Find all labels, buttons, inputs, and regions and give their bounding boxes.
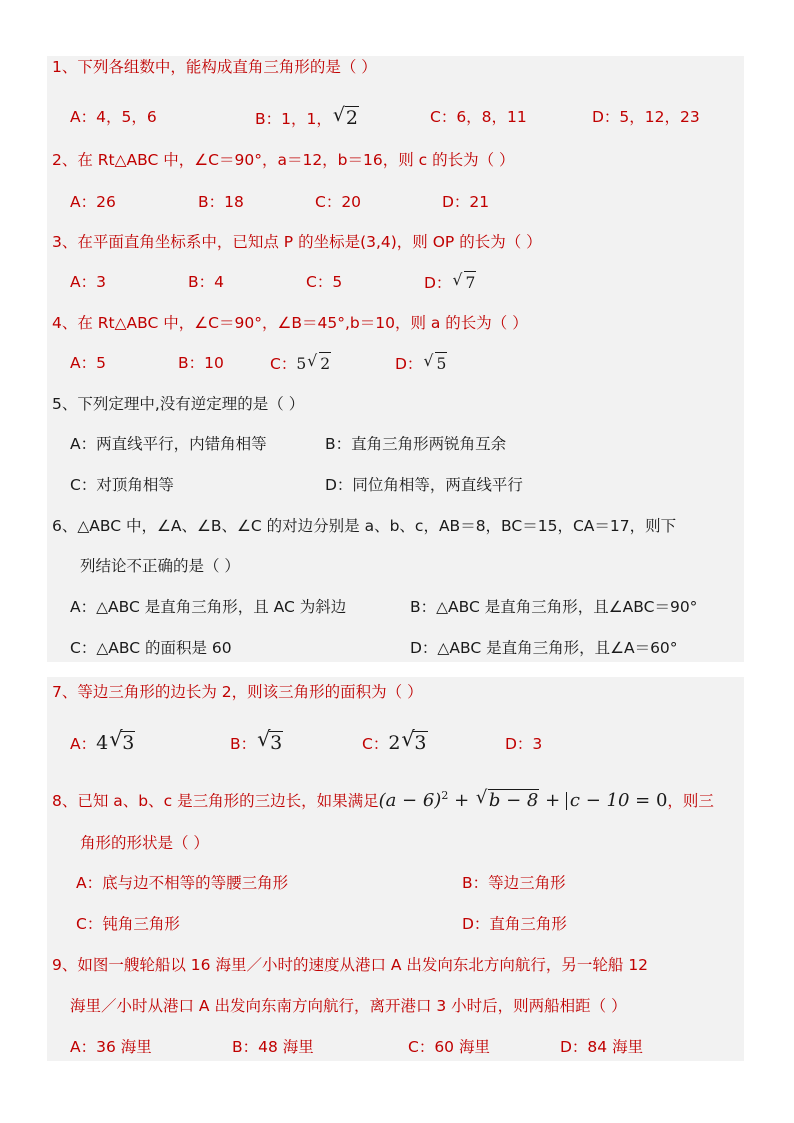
q7-option-c-radicand: 3 <box>414 732 427 754</box>
q8-stem-line-1 <box>52 785 714 812</box>
q9-stem-line-1: 9、如图一艘轮船以 16 海里／小时的速度从港口 A 出发向东北方向航行，另一轮船 12 <box>52 956 649 974</box>
q4-option-b: B：10 <box>178 354 224 372</box>
sqrt-symbol <box>334 106 359 129</box>
sqrt-symbol <box>308 352 331 375</box>
q3-option-d-prefix: D： <box>424 274 452 292</box>
q6-option-a: A：△ABC 是直角三角形，且 AC 为斜边 <box>70 598 347 616</box>
q7-stem: 7、等边三角形的边长为 2，则该三角形的面积为（ ） <box>52 683 423 701</box>
q7-option-a-prefix: A： <box>70 735 97 753</box>
q7-option-a <box>70 731 135 755</box>
q9-option-d: D：84 海里 <box>560 1038 644 1056</box>
q8-option-b: B：等边三角形 <box>462 874 566 892</box>
q8-stem-line-2: 角形的形状是（ ） <box>80 834 209 852</box>
q1-stem: 1、下列各组数中，能构成直角三角形的是（ ） <box>52 58 377 76</box>
q5-stem: 5、下列定理中,没有逆定理的是（ ） <box>52 395 305 413</box>
q7-option-c-coefficient: 2 <box>388 732 401 754</box>
q8-option-c: C：钝角三角形 <box>76 915 180 933</box>
q9-stem-line-2: 海里／小时从港口 A 出发向东南方向航行，离开港口 3 小时后，则两船相距（ ） <box>70 997 627 1015</box>
q4-option-d <box>395 352 447 375</box>
q9-option-a: A：36 海里 <box>70 1038 152 1056</box>
q4-option-c <box>270 352 331 375</box>
q3-stem: 3、在平面直角坐标系中，已知点 P 的坐标是(3,4)，则 OP 的长为（ ） <box>52 233 542 251</box>
q8-expr-plus-2: + <box>539 790 566 811</box>
q2-option-a: A：26 <box>70 193 116 211</box>
q4-option-a: A：5 <box>70 354 106 372</box>
q7-option-c-prefix: C： <box>362 735 389 753</box>
q1-option-d: D：5，12，23 <box>592 108 700 126</box>
q6-option-b: B：△ABC 是直角三角形，且∠ABC＝90° <box>410 598 698 616</box>
q5-option-a: A：两直线平行，内错角相等 <box>70 435 267 453</box>
q8-expr-equals: = 0 <box>629 790 668 811</box>
q8-option-d: D：直角三角形 <box>462 915 567 933</box>
q5-option-d: D：同位角相等，两直线平行 <box>325 476 523 494</box>
q1-option-c: C：6，8，11 <box>430 108 527 126</box>
sqrt-symbol <box>477 789 540 812</box>
q8-expr-part1: (a − 6) <box>378 790 442 811</box>
q7-option-a-coefficient: 4 <box>96 732 109 754</box>
q7-option-b-radicand: 3 <box>270 732 283 754</box>
q7-option-a-radicand: 3 <box>122 732 135 754</box>
sqrt-symbol <box>258 731 283 754</box>
sqrt-symbol <box>402 731 427 754</box>
q7-option-b <box>230 731 283 755</box>
q4-option-c-prefix: C： <box>270 355 297 373</box>
q1-option-b-prefix: B：1，1， <box>255 110 332 128</box>
q7-option-d: D：3 <box>505 735 543 753</box>
q6-option-c: C：△ABC 的面积是 60 <box>70 639 232 657</box>
q4-option-c-coefficient: 5 <box>296 355 307 373</box>
q8-expr-radicand: b − 8 <box>488 790 539 811</box>
q3-option-a: A：3 <box>70 273 106 291</box>
q2-option-b: B：18 <box>198 193 244 211</box>
q8-expr-exponent: 2 <box>441 789 449 802</box>
q5-option-b: B：直角三角形两锐角互余 <box>325 435 507 453</box>
q3-option-b: B：4 <box>188 273 224 291</box>
q3-option-c: C：5 <box>306 273 343 291</box>
q8-expr-abs: c − 10 <box>566 792 630 810</box>
q4-option-d-prefix: D： <box>395 355 423 373</box>
q5-option-c: C：对顶角相等 <box>70 476 174 494</box>
q7-option-c <box>362 731 428 755</box>
q3-option-d-radicand: 7 <box>464 271 476 294</box>
q8-stem-prefix: 8、已知 a、b、c 是三角形的三边长，如果满足 <box>52 792 379 810</box>
q8-expression <box>379 790 668 811</box>
q3-option-d <box>424 271 476 294</box>
q1-option-a: A：4，5，6 <box>70 108 157 126</box>
q4-stem: 4、在 Rt△ABC 中，∠C＝90°，∠B＝45°,b＝10，则 a 的长为（ ） <box>52 314 528 332</box>
q2-option-c: C：20 <box>315 193 362 211</box>
q6-stem-line-1: 6、△ABC 中，∠A、∠B、∠C 的对边分别是 a、b、c，AB＝8，BC＝15，CA＝17，则下 <box>52 517 677 535</box>
q9-option-b: B：48 海里 <box>232 1038 314 1056</box>
q9-option-c: C：60 海里 <box>408 1038 490 1056</box>
q1-option-b-radicand: 2 <box>345 107 358 129</box>
q2-option-d: D：21 <box>442 193 490 211</box>
q2-stem: 2、在 Rt△ABC 中，∠C＝90°，a＝12，b＝16，则 c 的长为（ ） <box>52 151 515 169</box>
q8-option-a: A：底与边不相等的等腰三角形 <box>76 874 289 892</box>
q1-option-b <box>255 106 359 130</box>
q7-option-b-prefix: B： <box>230 735 257 753</box>
q6-stem-line-2: 列结论不正确的是（ ） <box>80 557 240 575</box>
q6-option-d: D：△ABC 是直角三角形，且∠A＝60° <box>410 639 678 657</box>
q8-stem-suffix: ，则三 <box>667 792 714 810</box>
q8-expr-plus-1: + <box>448 790 475 811</box>
q4-option-d-radicand: 5 <box>435 352 447 375</box>
sqrt-symbol <box>110 731 135 754</box>
sqrt-symbol <box>453 271 476 294</box>
q4-option-c-radicand: 2 <box>319 352 331 375</box>
sqrt-symbol <box>424 352 447 375</box>
